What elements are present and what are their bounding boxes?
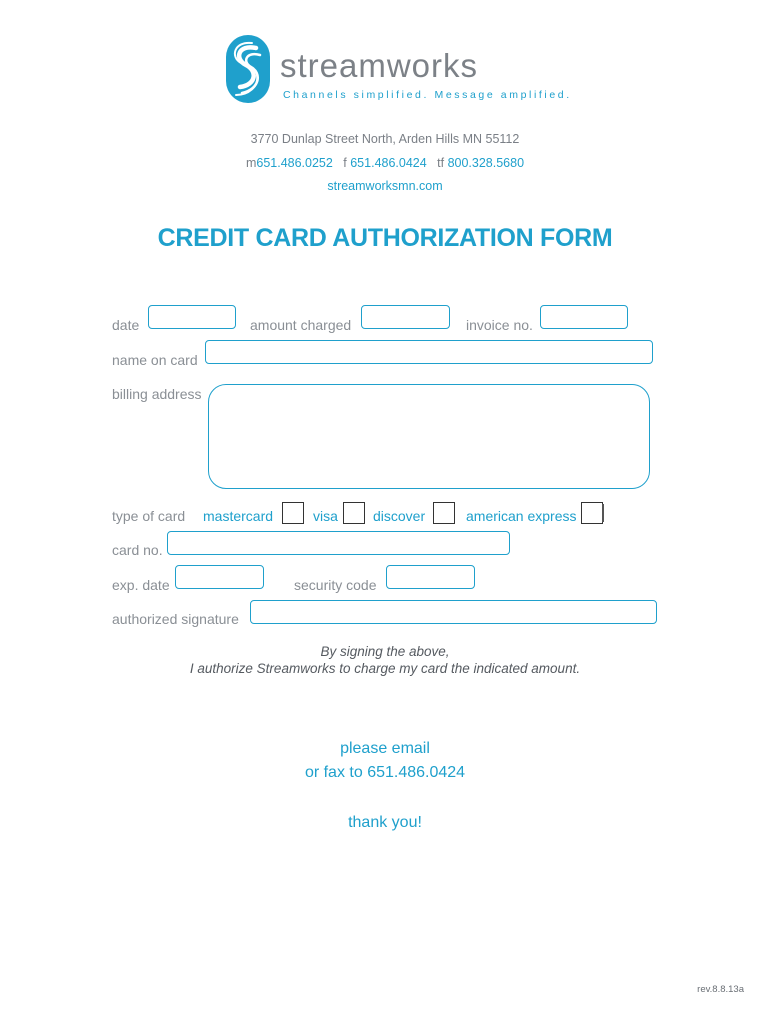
mastercard-checkbox[interactable] bbox=[282, 502, 304, 524]
brand-tagline: Channels simplified. Message amplified. bbox=[283, 89, 572, 101]
security-code-field[interactable] bbox=[386, 565, 475, 589]
tollfree-prefix: tf bbox=[437, 156, 445, 170]
name-on-card-field[interactable] bbox=[205, 340, 653, 364]
phone-line bbox=[0, 155, 770, 171]
brand-name: streamworks bbox=[280, 47, 479, 84]
form-title: CREDIT CARD AUTHORIZATION FORM bbox=[157, 224, 613, 252]
amount-charged-field[interactable] bbox=[361, 305, 450, 329]
footer-fax-line: or fax to 651.486.0424 bbox=[304, 764, 466, 781]
date-field[interactable] bbox=[148, 305, 236, 329]
name-on-card-label: name on card bbox=[112, 352, 198, 368]
revision-label: rev.8.8.13a bbox=[697, 984, 744, 995]
exp-date-label: exp. date bbox=[112, 577, 170, 593]
authorized-signature-label: authorized signature bbox=[112, 611, 239, 627]
american-express-checkbox[interactable] bbox=[581, 502, 603, 524]
security-code-label: security code bbox=[294, 577, 377, 593]
discover-checkbox[interactable] bbox=[433, 502, 455, 524]
card-no-label: card no. bbox=[112, 542, 163, 558]
streamworks-s-logo-icon bbox=[226, 35, 270, 103]
billing-address-field[interactable] bbox=[208, 384, 650, 489]
date-label: date bbox=[112, 317, 140, 333]
authorized-signature-field[interactable] bbox=[250, 600, 657, 624]
american-express-label: american express bbox=[466, 508, 577, 524]
exp-date-field[interactable] bbox=[175, 565, 264, 589]
authorization-notice-line2: I authorize Streamworks to charge my card the indicated amount. bbox=[189, 661, 581, 676]
tollfree-number: 800.328.5680 bbox=[447, 156, 525, 170]
fax-number: 651.486.0424 bbox=[350, 156, 427, 170]
discover-label: discover bbox=[373, 508, 426, 524]
invoice-no-field[interactable] bbox=[540, 305, 628, 329]
authorization-notice-line1: By signing the above, bbox=[320, 644, 450, 659]
card-no-field[interactable] bbox=[167, 531, 510, 555]
footer-email-line: please email bbox=[340, 740, 430, 757]
type-of-card-label: type of card bbox=[112, 508, 186, 524]
mastercard-label: mastercard bbox=[203, 508, 274, 524]
visa-label: visa bbox=[313, 508, 338, 524]
address: 3770 Dunlap Street North, Arden Hills MN 55112 bbox=[250, 132, 520, 146]
fax-prefix: f bbox=[343, 156, 347, 170]
footer-thank-you: thank you! bbox=[348, 814, 422, 831]
mobile-prefix: m bbox=[245, 156, 257, 170]
visa-checkbox[interactable] bbox=[343, 502, 365, 524]
mobile-number: 651.486.0252 bbox=[256, 156, 333, 170]
invoice-no-label: invoice no. bbox=[466, 317, 533, 333]
amount-charged-label: amount charged bbox=[250, 317, 352, 333]
divider bbox=[602, 504, 604, 522]
billing-address-label: billing address bbox=[112, 386, 202, 402]
website-link[interactable]: streamworksmn.com bbox=[327, 179, 443, 193]
